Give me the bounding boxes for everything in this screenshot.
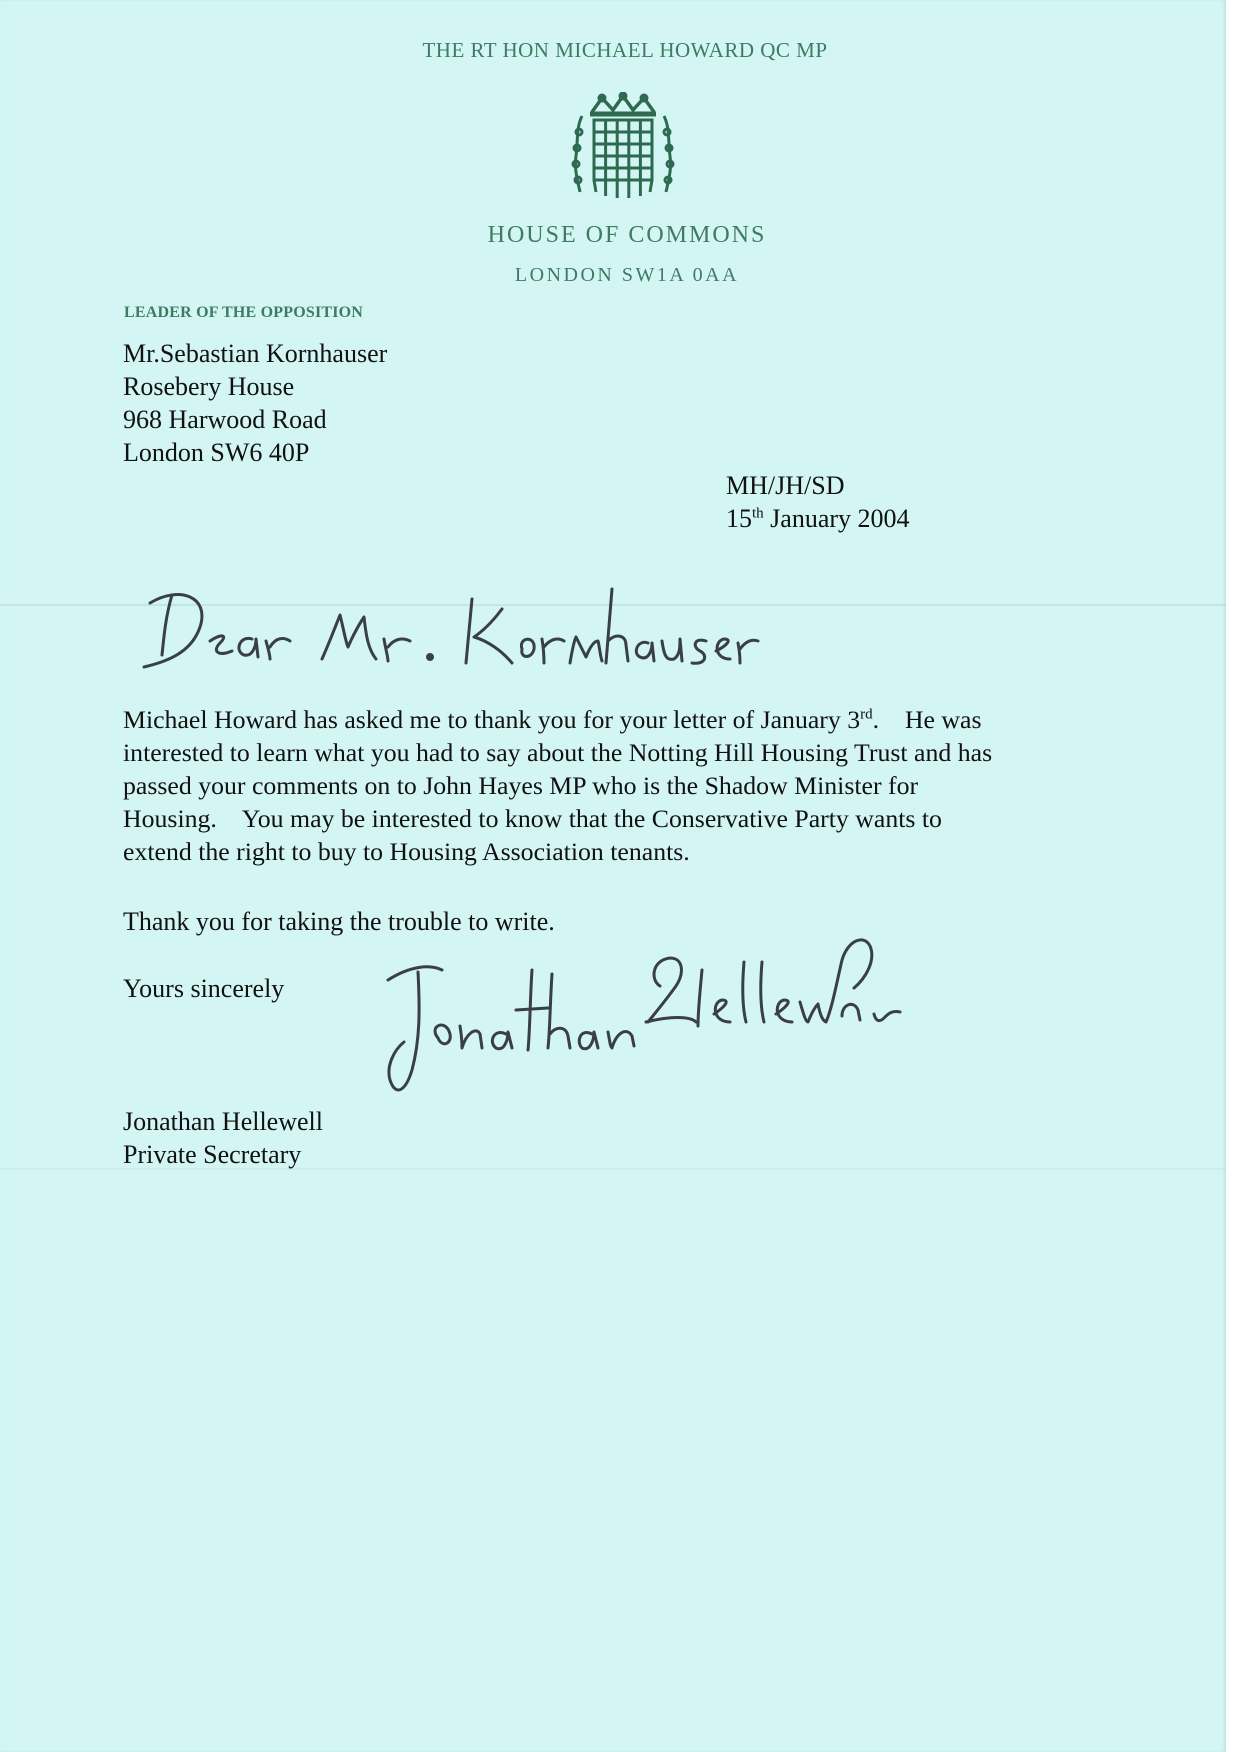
letterhead-office: LEADER OF THE OPPOSITION — [124, 304, 364, 321]
letterhead-member-name: THE RT HON MICHAEL HOWARD QC MP — [422, 38, 828, 62]
handwritten-signature — [380, 930, 980, 1130]
body-line: Housing. You may be interested to know that the Conservative Party wants to — [123, 804, 942, 833]
closing-thanks: Thank you for taking the trouble to write. — [123, 907, 555, 936]
recipient-name: Mr.Sebastian Kornhauser — [123, 339, 388, 368]
valediction: Yours sincerely — [123, 974, 285, 1003]
handwritten-salutation — [140, 575, 760, 685]
letterhead-postal-address: LONDON SW1A 0AA — [514, 264, 740, 286]
letter-date: 15th January 2004 — [726, 504, 910, 533]
body-line: passed your comments on to John Hayes MP who is the Shadow Minister for — [123, 771, 919, 800]
reference-code: MH/JH/SD — [726, 471, 845, 500]
body-line: Michael Howard has asked me to thank you for your letter of January 3rd. He was — [123, 705, 982, 734]
letter-body — [123, 703, 1123, 868]
recipient-address-line: Rosebery House — [123, 372, 295, 401]
signatory-title: Private Secretary — [123, 1140, 302, 1169]
body-line: interested to learn what you had to say about the Notting Hill Housing Trust and has — [123, 738, 993, 767]
recipient-address-line: London SW6 40P — [123, 438, 310, 467]
body-line: extend the right to buy to Housing Association tenants. — [123, 837, 690, 866]
signatory-name: Jonathan Hellewell — [123, 1107, 323, 1136]
portcullis-icon — [570, 92, 676, 200]
letterhead-institution: HOUSE OF COMMONS — [487, 222, 767, 248]
recipient-address-line: 968 Harwood Road — [123, 405, 327, 434]
